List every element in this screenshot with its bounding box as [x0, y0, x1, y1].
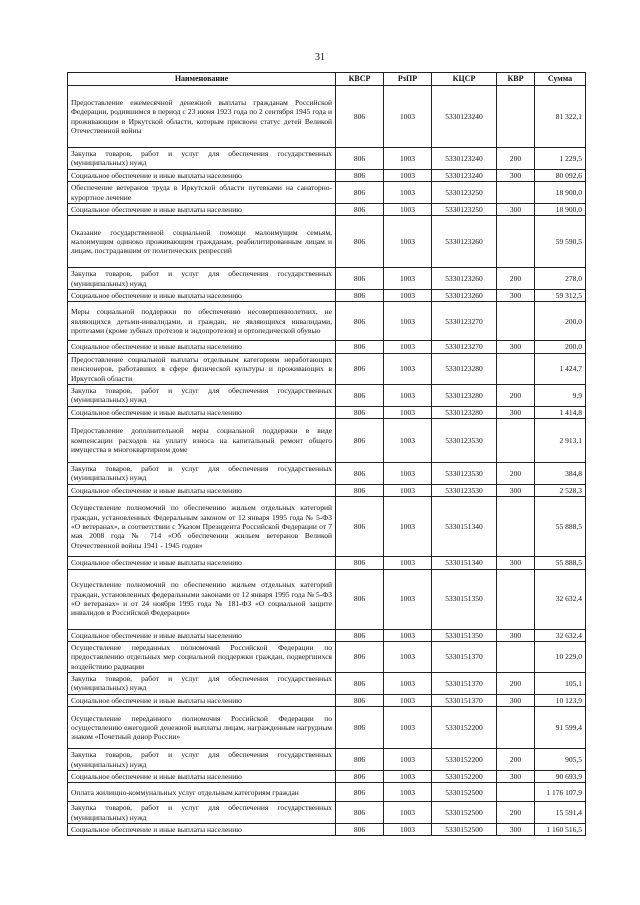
row-name: Осуществление полномочий по обеспечению жильем отдельных категорий граждан, установленных федеральными законами от 12 января 1995 года № 5-ФЗ «О ветеранах» и от 24 ноября 1995 года № 181-ФЗ «О социальной защите инвалидов в Российской Федерации» — [68, 569, 336, 629]
row-kvsr: 806 — [336, 783, 384, 802]
row-kvr: 200 — [497, 673, 535, 695]
row-sum: 18 900,0 — [535, 203, 586, 215]
page-number: 31 — [315, 52, 325, 63]
row-kcsr: 5330151350 — [432, 629, 497, 641]
row-kvsr: 806 — [336, 216, 384, 268]
row-name: Социальное обеспечение и иные выплаты населению — [68, 694, 336, 706]
row-sum: 2 913,1 — [535, 419, 586, 463]
row-sum: 18 900,0 — [535, 182, 586, 204]
row-name: Социальное обеспечение и иные выплаты населению — [68, 406, 336, 418]
table-row — [68, 384, 586, 406]
row-kvsr: 806 — [336, 824, 384, 836]
row-kcsr: 5330123260 — [432, 290, 497, 302]
row-sum: 32 632,4 — [535, 629, 586, 641]
row-kcsr: 5330123280 — [432, 353, 497, 384]
row-kvsr: 806 — [336, 694, 384, 706]
row-name: Закупка товаров, работ и услуг для обеспечения государственных (муниципальных) нужд — [68, 749, 336, 771]
row-kvr — [497, 497, 535, 557]
row-name: Социальное обеспечение и иные выплаты населению — [68, 557, 336, 569]
row-kvsr: 806 — [336, 641, 384, 672]
row-rzpr: 1003 — [384, 290, 432, 302]
row-kcsr: 5330152200 — [432, 749, 497, 771]
table-row — [68, 290, 586, 302]
row-sum: 59 590,5 — [535, 216, 586, 268]
table-row — [68, 463, 586, 485]
table-row — [68, 749, 586, 771]
row-sum: 1 160 516,5 — [535, 824, 586, 836]
row-kvr: 200 — [497, 384, 535, 406]
row-kcsr: 5330152500 — [432, 824, 497, 836]
row-kcsr: 5330152200 — [432, 707, 497, 749]
row-kvsr: 806 — [336, 569, 384, 629]
row-kvr — [497, 707, 535, 749]
table-row — [68, 802, 586, 824]
row-kvr — [497, 353, 535, 384]
row-kcsr: 5330123260 — [432, 216, 497, 268]
table-row — [68, 216, 586, 268]
row-name: Социальное обеспечение и иные выплаты населению — [68, 203, 336, 215]
table-row — [68, 629, 586, 641]
header-kvsr: КВСР — [336, 73, 384, 86]
row-kvr: 300 — [497, 341, 535, 353]
row-name: Социальное обеспечение и иные выплаты населению — [68, 629, 336, 641]
row-kcsr: 5330151350 — [432, 569, 497, 629]
table-row — [68, 569, 586, 629]
row-kvsr: 806 — [336, 353, 384, 384]
row-kvsr: 806 — [336, 749, 384, 771]
row-kvsr: 806 — [336, 169, 384, 181]
row-sum: 105,1 — [535, 673, 586, 695]
row-name: Закупка товаров, работ и услуг для обеспечения государственных (муниципальных) нужд — [68, 463, 336, 485]
table-row — [68, 182, 586, 204]
row-kvr: 200 — [497, 463, 535, 485]
row-sum: 91 599,4 — [535, 707, 586, 749]
row-rzpr: 1003 — [384, 749, 432, 771]
row-name: Социальное обеспечение и иные выплаты населению — [68, 290, 336, 302]
row-name: Закупка товаров, работ и услуг для обеспечения государственных (муниципальных) нужд — [68, 384, 336, 406]
table-row — [68, 770, 586, 782]
budget-table — [67, 72, 586, 836]
row-rzpr: 1003 — [384, 268, 432, 290]
table-header-row — [68, 73, 586, 86]
row-kvsr: 806 — [336, 707, 384, 749]
row-kvsr: 806 — [336, 802, 384, 824]
row-name: Закупка товаров, работ и услуг для обеспечения государственных (муниципальных) нужд — [68, 673, 336, 695]
row-kvr: 300 — [497, 629, 535, 641]
row-kcsr: 5330123240 — [432, 169, 497, 181]
row-sum: 1 176 107,9 — [535, 783, 586, 802]
row-kcsr: 5330151340 — [432, 557, 497, 569]
row-kvr — [497, 419, 535, 463]
row-kcsr: 5330123530 — [432, 419, 497, 463]
row-kvr: 300 — [497, 203, 535, 215]
row-sum: 55 888,5 — [535, 557, 586, 569]
table-row — [68, 169, 586, 181]
row-kvsr: 806 — [336, 629, 384, 641]
row-kcsr: 5330123270 — [432, 341, 497, 353]
row-kcsr: 5330123250 — [432, 182, 497, 204]
row-rzpr: 1003 — [384, 406, 432, 418]
row-kvr: 300 — [497, 770, 535, 782]
table-row — [68, 86, 586, 148]
row-sum: 55 888,5 — [535, 497, 586, 557]
table-body — [68, 86, 586, 836]
row-kvr — [497, 641, 535, 672]
row-name: Закупка товаров, работ и услуг для обеспечения государственных (муниципальных) нужд — [68, 148, 336, 170]
row-name: Меры социальной поддержки по обеспечению несовершеннолетних, не являющихся детьми-инвалидами, и граждан, не являющихся инвалидами, протезами (кроме зубных протезов и эндопротезов) и ортопедической обувью — [68, 302, 336, 341]
row-rzpr: 1003 — [384, 673, 432, 695]
row-name: Предоставление социальной выплаты отдельным категориям неработающих пенсионеров, работавших в сфере физической культуры и проживающих в Иркутской области — [68, 353, 336, 384]
row-kcsr: 5330152500 — [432, 802, 497, 824]
row-kvr: 300 — [497, 290, 535, 302]
table-row — [68, 783, 586, 802]
row-kvsr: 806 — [336, 673, 384, 695]
table-row — [68, 302, 586, 341]
row-kvr: 300 — [497, 169, 535, 181]
row-kvr: 300 — [497, 484, 535, 496]
row-sum: 200,0 — [535, 341, 586, 353]
table-row — [68, 203, 586, 215]
row-name: Осуществление переданного полномочия Российской Федерации по осуществлению ежегодной денежной выплаты лицам, награжденным нагрудным знаком «Почетный донор России» — [68, 707, 336, 749]
row-kvr: 200 — [497, 268, 535, 290]
row-name: Социальное обеспечение и иные выплаты населению — [68, 770, 336, 782]
row-name: Осуществление переданных полномочий Российской Федерации по предоставлению отдельных мер социальной поддержки граждан, подвергшихся воздействию радиации — [68, 641, 336, 672]
row-kcsr: 5330123260 — [432, 268, 497, 290]
table-row — [68, 673, 586, 695]
row-name: Социальное обеспечение и иные выплаты населению — [68, 341, 336, 353]
row-rzpr: 1003 — [384, 694, 432, 706]
row-sum: 1 424,7 — [535, 353, 586, 384]
row-kvsr: 806 — [336, 406, 384, 418]
row-kvsr: 806 — [336, 463, 384, 485]
row-kvr — [497, 783, 535, 802]
row-kvsr: 806 — [336, 770, 384, 782]
row-rzpr: 1003 — [384, 824, 432, 836]
table-row — [68, 497, 586, 557]
table-row — [68, 824, 586, 836]
row-kcsr: 5330152200 — [432, 770, 497, 782]
row-kcsr: 5330123250 — [432, 203, 497, 215]
table-row — [68, 557, 586, 569]
row-sum: 200,0 — [535, 302, 586, 341]
row-rzpr: 1003 — [384, 707, 432, 749]
row-rzpr: 1003 — [384, 86, 432, 148]
row-kcsr: 5330123530 — [432, 484, 497, 496]
table-row — [68, 406, 586, 418]
row-kvsr: 806 — [336, 384, 384, 406]
row-kvsr: 806 — [336, 557, 384, 569]
row-kvr: 200 — [497, 148, 535, 170]
row-sum: 10 123,9 — [535, 694, 586, 706]
table-row — [68, 484, 586, 496]
row-kvsr: 806 — [336, 341, 384, 353]
row-kcsr: 5330123280 — [432, 406, 497, 418]
row-name: Предоставление ежемесячной денежной выплаты гражданам Российской Федерации, родившимся в период с 23 июня 1923 года по 2 сентября 1945 года и проживающим в Иркутской области, которым присвоен статус детей Великой Отечественной войны — [68, 86, 336, 148]
row-kvsr: 806 — [336, 86, 384, 148]
row-sum: 90 693,9 — [535, 770, 586, 782]
row-sum: 80 092,6 — [535, 169, 586, 181]
row-kvsr: 806 — [336, 484, 384, 496]
row-kvr: 200 — [497, 802, 535, 824]
row-rzpr: 1003 — [384, 216, 432, 268]
row-name: Социальное обеспечение и иные выплаты населению — [68, 824, 336, 836]
row-kvsr: 806 — [336, 290, 384, 302]
row-sum: 1 414,8 — [535, 406, 586, 418]
row-rzpr: 1003 — [384, 182, 432, 204]
row-rzpr: 1003 — [384, 341, 432, 353]
row-kcsr: 5330152500 — [432, 783, 497, 802]
row-rzpr: 1003 — [384, 353, 432, 384]
row-kvr — [497, 86, 535, 148]
row-kvr — [497, 216, 535, 268]
row-kcsr: 5330123530 — [432, 463, 497, 485]
row-rzpr: 1003 — [384, 557, 432, 569]
row-rzpr: 1003 — [384, 484, 432, 496]
row-sum: 9,9 — [535, 384, 586, 406]
table-row — [68, 694, 586, 706]
row-kcsr: 5330123240 — [432, 86, 497, 148]
row-sum: 278,0 — [535, 268, 586, 290]
row-kvsr: 806 — [336, 182, 384, 204]
row-sum: 59 312,5 — [535, 290, 586, 302]
row-kcsr: 5330123270 — [432, 302, 497, 341]
row-name: Социальное обеспечение и иные выплаты населению — [68, 169, 336, 181]
row-rzpr: 1003 — [384, 463, 432, 485]
row-rzpr: 1003 — [384, 419, 432, 463]
header-rzpr: РзПР — [384, 73, 432, 86]
row-rzpr: 1003 — [384, 148, 432, 170]
row-kvr — [497, 302, 535, 341]
header-name: Наименование — [68, 73, 336, 86]
row-name: Закупка товаров, работ и услуг для обеспечения государственных (муниципальных) нужд — [68, 802, 336, 824]
row-rzpr: 1003 — [384, 169, 432, 181]
table-row — [68, 148, 586, 170]
row-rzpr: 1003 — [384, 302, 432, 341]
row-kvr: 300 — [497, 557, 535, 569]
row-kvr: 200 — [497, 749, 535, 771]
row-sum: 15 591,4 — [535, 802, 586, 824]
row-kcsr: 5330151370 — [432, 673, 497, 695]
table-row — [68, 353, 586, 384]
row-kcsr: 5330123240 — [432, 148, 497, 170]
row-kvsr: 806 — [336, 419, 384, 463]
table-row — [68, 641, 586, 672]
row-rzpr: 1003 — [384, 641, 432, 672]
row-kvr — [497, 569, 535, 629]
table-row — [68, 707, 586, 749]
row-name: Закупка товаров, работ и услуг для обеспечения государственных (муниципальных) нужд — [68, 268, 336, 290]
row-kcsr: 5330123280 — [432, 384, 497, 406]
row-name: Оказание государственной социальной помощи малоимущим семьям, малоимущим одиноко проживающим гражданам, реабилитированным лицам и лицам, пострадавшим от политических репрессий — [68, 216, 336, 268]
row-sum: 1 229,5 — [535, 148, 586, 170]
table-row — [68, 341, 586, 353]
row-kvsr: 806 — [336, 148, 384, 170]
row-kvr: 300 — [497, 694, 535, 706]
row-rzpr: 1003 — [384, 384, 432, 406]
row-rzpr: 1003 — [384, 802, 432, 824]
table-row — [68, 419, 586, 463]
row-sum: 905,5 — [535, 749, 586, 771]
row-kcsr: 5330151340 — [432, 497, 497, 557]
row-sum: 2 528,3 — [535, 484, 586, 496]
row-rzpr: 1003 — [384, 783, 432, 802]
row-kvr: 300 — [497, 824, 535, 836]
row-name: Обеспечение ветеранов труда в Иркутской области путевками на санаторно-курортное лечение — [68, 182, 336, 204]
row-name: Социальное обеспечение и иные выплаты населению — [68, 484, 336, 496]
header-kvr: КВР — [497, 73, 535, 86]
table-row — [68, 268, 586, 290]
row-sum: 81 322,1 — [535, 86, 586, 148]
row-sum: 32 632,4 — [535, 569, 586, 629]
row-rzpr: 1003 — [384, 770, 432, 782]
row-kvr: 300 — [497, 406, 535, 418]
row-rzpr: 1003 — [384, 569, 432, 629]
row-name: Оплата жилищно-коммунальных услуг отдельным категориям граждан — [68, 783, 336, 802]
row-kcsr: 5330151370 — [432, 641, 497, 672]
row-kvsr: 806 — [336, 203, 384, 215]
row-rzpr: 1003 — [384, 497, 432, 557]
row-kcsr: 5330151370 — [432, 694, 497, 706]
row-kvsr: 806 — [336, 497, 384, 557]
row-sum: 10 229,0 — [535, 641, 586, 672]
row-rzpr: 1003 — [384, 629, 432, 641]
row-rzpr: 1003 — [384, 203, 432, 215]
header-sum: Сумма — [535, 73, 586, 86]
row-name: Предоставление дополнительной меры социальной поддержки в виде компенсации расходов на уплату взноса на капитальный ремонт общего имущества в многоквартирном доме — [68, 419, 336, 463]
row-kvsr: 806 — [336, 268, 384, 290]
row-kvsr: 806 — [336, 302, 384, 341]
header-kcsr: КЦСР — [432, 73, 497, 86]
row-name: Осуществление полномочий по обеспечению жильем отдельных категорий граждан, установленных Федеральным законом от 12 января 1995 года № 5-ФЗ «О ветеранах», в соответствии с Указом Президента Российской Федерации от 7 мая 2008 года № 714 «Об обеспечении жильем ветеранов Великой Отечественной войны 1941 - 1945 годов» — [68, 497, 336, 557]
row-kvr — [497, 182, 535, 204]
row-sum: 384,8 — [535, 463, 586, 485]
